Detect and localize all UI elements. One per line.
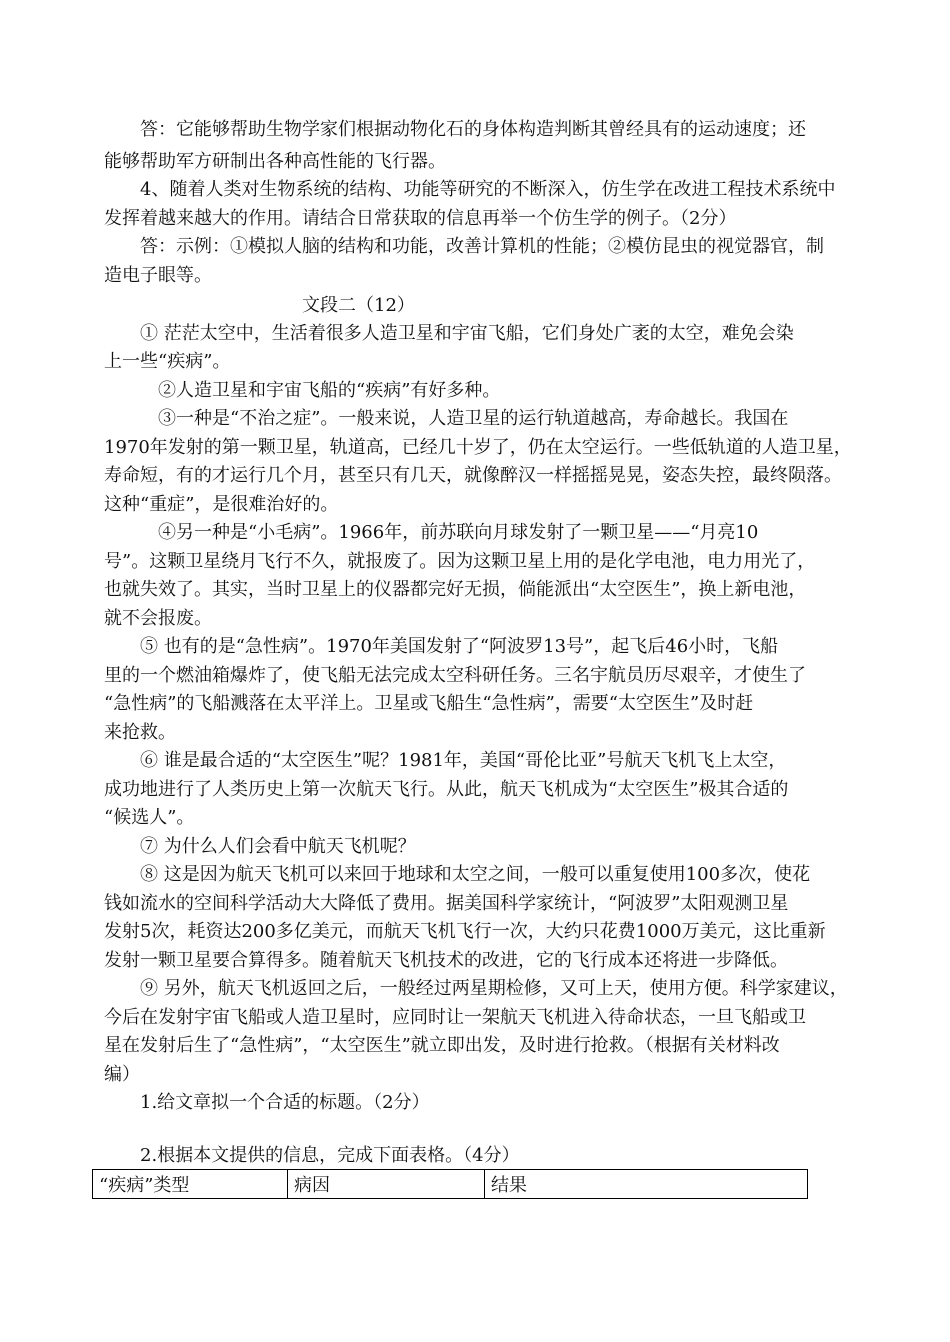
paragraph-line: 今后在发射宇宙飞船或人造卫星时，应同时让一架航天飞机进入待命状态，一旦飞船或卫 [104,1007,806,1028]
paragraph-line: ⑦ 为什么人们会看中航天飞机呢？ [104,836,416,857]
paragraph-line: ⑧ 这是因为航天飞机可以来回于地球和太空之间，一般可以重复使用100多次，使花 [104,864,811,885]
paragraph-line: “急性病”的飞船溅落在太平洋上。卫星或飞船生“急性病”，需要“太空医生”及时赶 [104,693,754,714]
header-cell-result: 结果 [485,1170,808,1199]
paragraph-line: 星在发射后生了“急性病”，“太空医生”就立即出发，及时进行抢救。（根据有关材料改 [104,1035,780,1056]
answer-line: 答：它能够帮助生物学家们根据动物化石的身体构造判断其曾经具有的运动速度；还 [104,119,806,140]
table-header-row [93,1170,808,1199]
header-cell-type: “疾病”类型 [93,1170,288,1199]
answer-table [92,1169,808,1199]
paragraph-line: ⑤ 也有的是“急性病”。1970年美国发射了“阿波罗13号”，起飞后46小时，飞船 [104,636,779,657]
section-heading: 文段二（12） [104,295,415,316]
paragraph-line: 也就失效了。其实，当时卫星上的仪器都完好无损，倘能派出“太空医生”，换上新电池， [104,579,807,600]
paragraph-line: 发射一颗卫星要合算得多。随着航天飞机技术的改进，它的飞行成本还将进一步降低。 [104,950,788,971]
paragraph-line: ②人造卫星和宇宙飞船的“疾病”有好多种。 [104,380,501,401]
question-1: 1.给文章拟一个合适的标题。（2分） [104,1092,430,1113]
paragraph-line: 编） [104,1064,140,1085]
paragraph-line: 成功地进行了人类历史上第一次航天飞行。从此，航天飞机成为“太空医生”极其合适的 [104,779,789,800]
paragraph-line: ④另一种是“小毛病”。1966年，前苏联向月球发射了一颗卫星——“月亮10 [104,522,759,543]
question-line: 4、随着人类对生物系统的结构、功能等研究的不断深入，仿生学在改进工程技术系统中 [104,179,836,200]
paragraph-line: ⑨ 另外，航天飞机返回之后，一般经过两星期检修，又可上天，使用方便。科学家建议， [104,978,848,999]
paragraph-line: ⑥ 谁是最合适的“太空医生”呢？1981年，美国“哥伦比亚”号航天飞机飞上太空， [104,750,787,771]
answer-line: 能够帮助军方研制出各种高性能的飞行器。 [104,151,446,172]
question-2: 2.根据本文提供的信息，完成下面表格。（4分） [104,1145,520,1166]
answer-line: 答：示例：①模拟人脑的结构和功能，改善计算机的性能；②模仿昆虫的视觉器官，制 [104,236,824,257]
header-cell-cause: 病因 [288,1170,485,1199]
paragraph-line: 就不会报废。 [104,608,212,629]
paragraph-line: ① 茫茫太空中，生活着很多人造卫星和宇宙飞船，它们身处广袤的太空，难免会染 [104,323,794,344]
paragraph-line: “候选人”。 [104,807,195,828]
paragraph-line: ③一种是“不治之症”。一般来说，人造卫星的运行轨道越高，寿命越长。我国在 [104,408,789,429]
paragraph-line: 这种“重症”，是很难治好的。 [104,494,339,515]
question-line: 发挥着越来越大的作用。请结合日常获取的信息再举一个仿生学的例子。（2分） [104,208,737,229]
paragraph-line: 寿命短，有的才运行几个月，甚至只有几天，就像醉汉一样摇摇晃晃，姿态失控，最终陨落。 [104,465,842,486]
paragraph-line: 钱如流水的空间科学活动大大降低了费用。据美国科学家统计，“阿波罗”太阳观测卫星 [104,893,789,914]
paragraph-line: 上一些“疾病”。 [104,351,231,372]
paragraph-line: 里的一个燃油箱爆炸了，使飞船无法完成太空科研任务。三名宇航员历尽艰辛，才使生了 [104,665,806,686]
paragraph-line: 1970年发射的第一颗卫星，轨道高，已经几十岁了，仍在太空运行。一些低轨道的人造卫星， [104,437,852,458]
answer-line: 造电子眼等。 [104,265,212,286]
paragraph-line: 号”。这颗卫星绕月飞行不久，就报废了。因为这颗卫星上用的是化学电池，电力用光了， [104,551,816,572]
paragraph-line: 来抢救。 [104,722,176,743]
paragraph-line: 发射5次，耗资达200多亿美元，而航天飞机飞行一次，大约只花费1000万美元，这比重新 [104,921,826,942]
